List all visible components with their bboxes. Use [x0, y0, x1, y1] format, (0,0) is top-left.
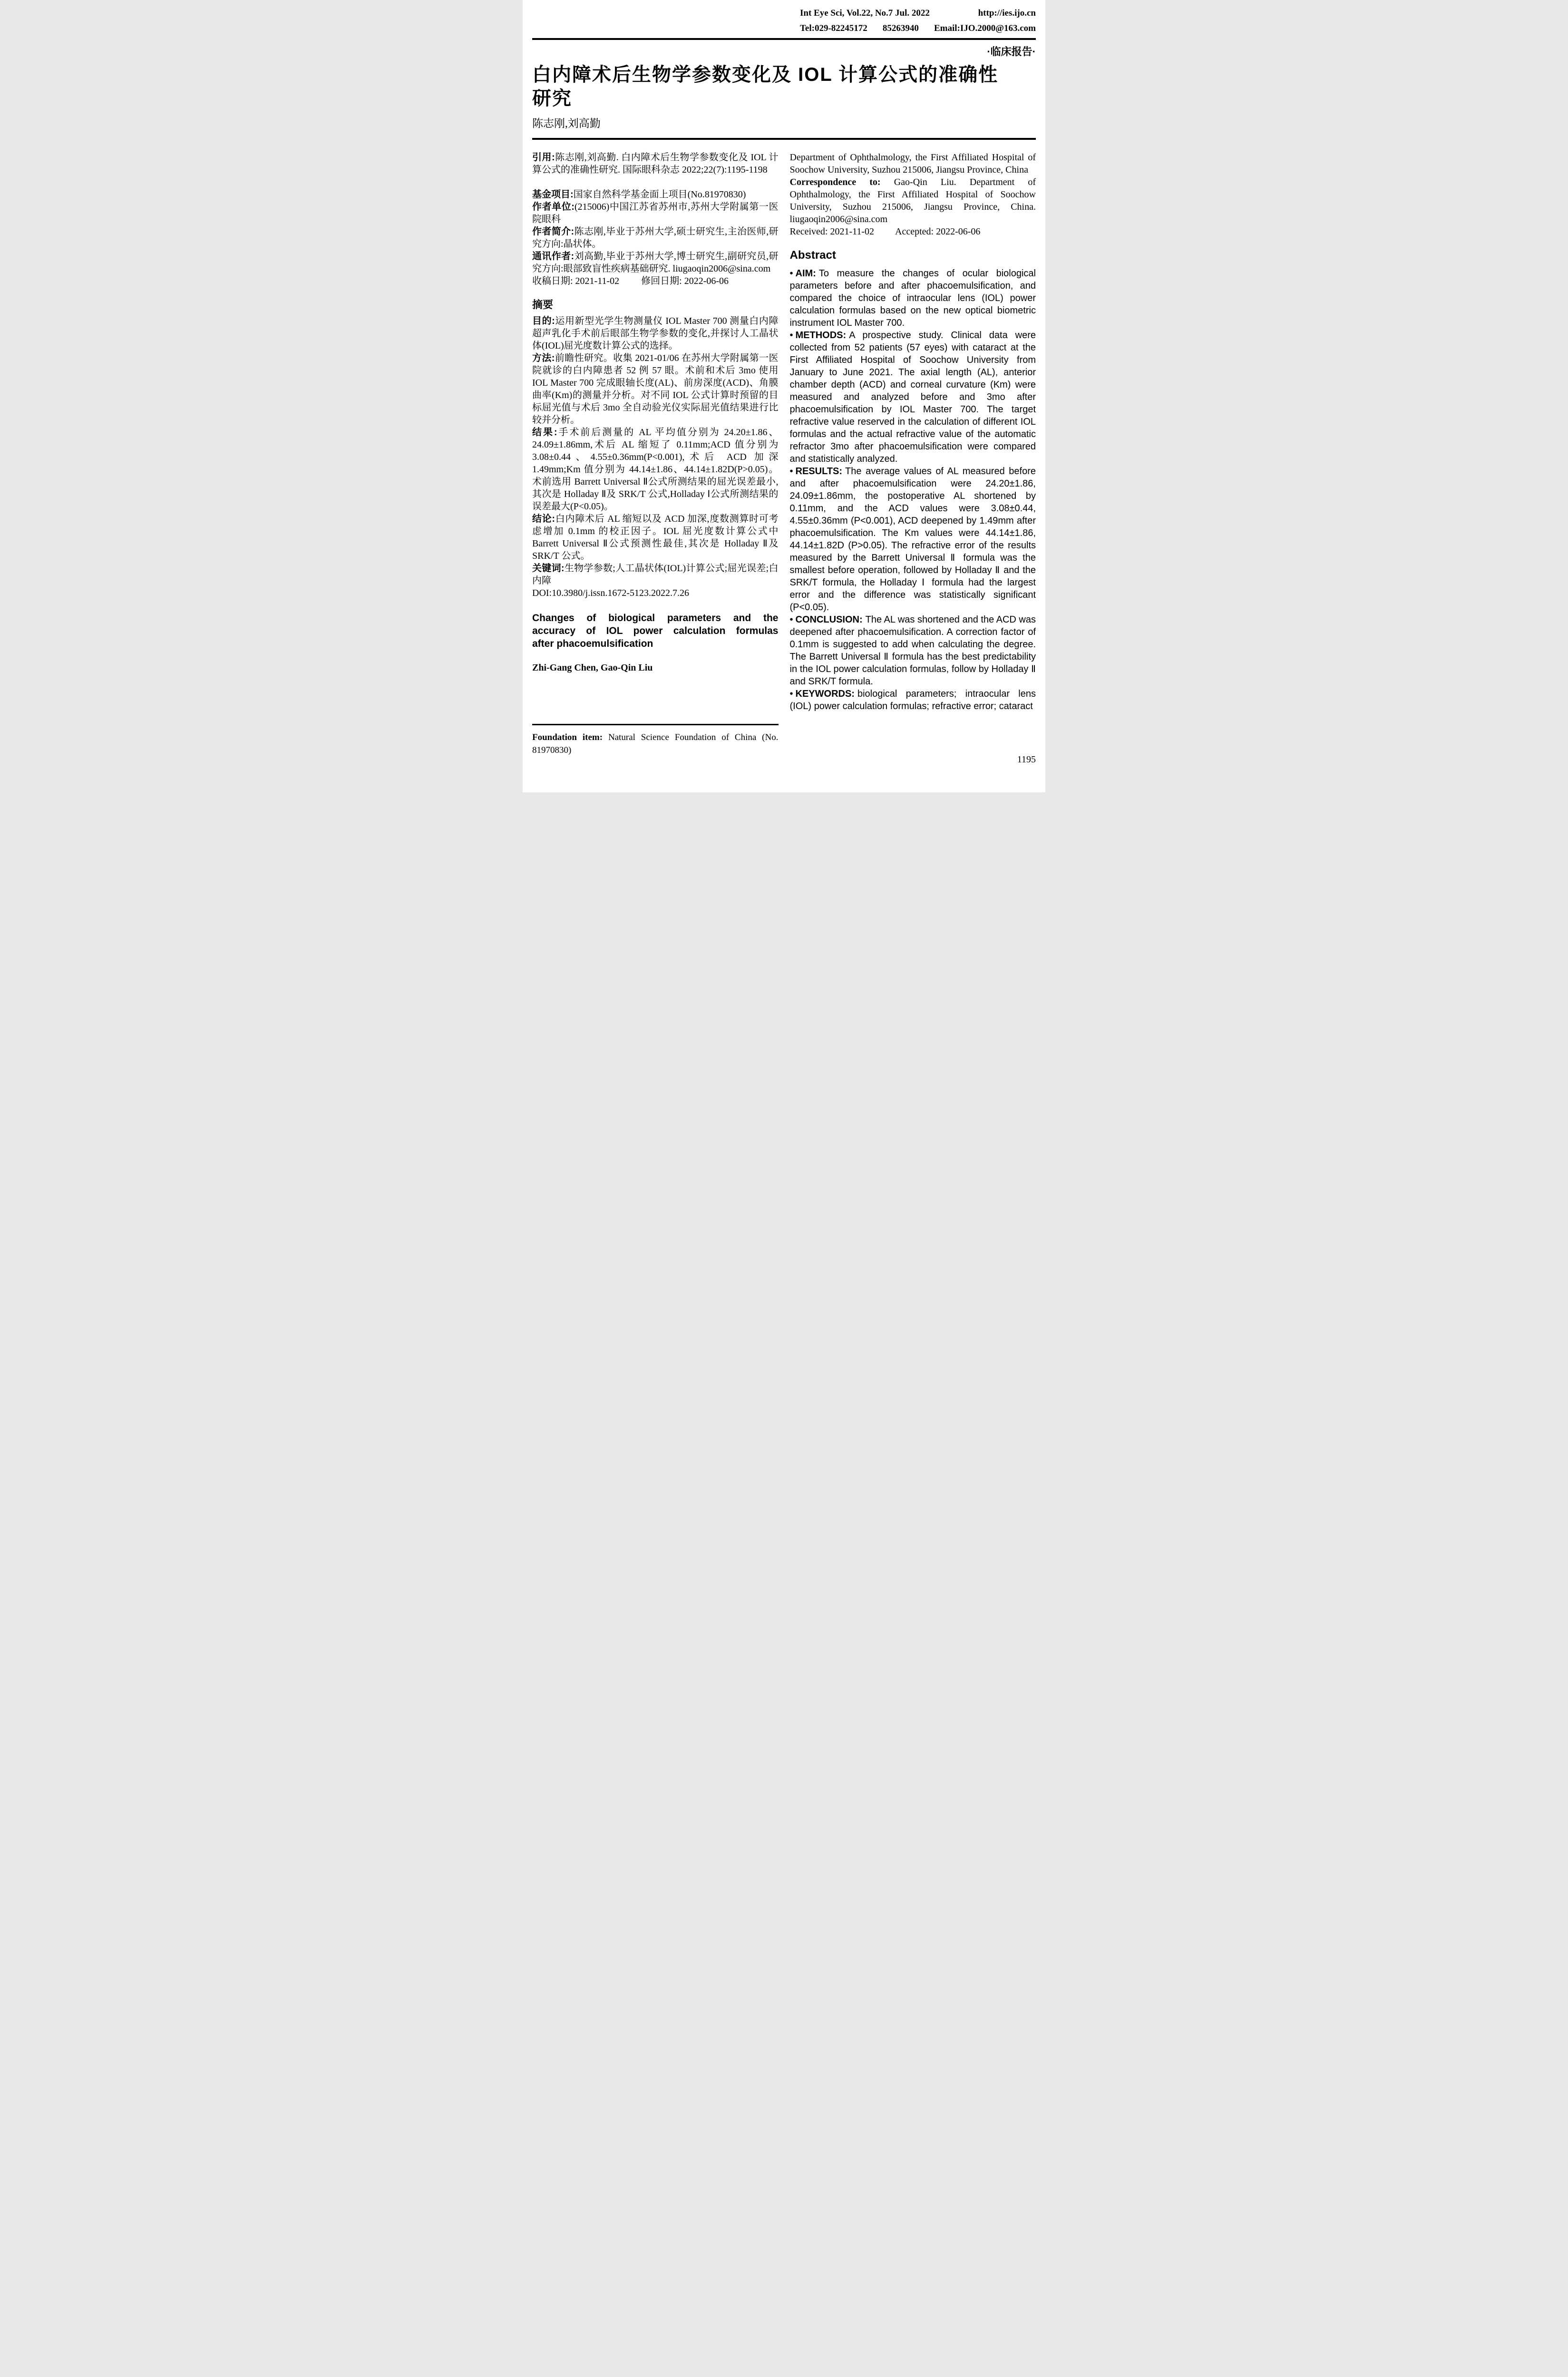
revised-date-cn: 修回日期: 2022-06-06 — [641, 276, 729, 286]
conclusion-cn-label: 结论: — [532, 514, 555, 524]
affiliation-cn-text: (215006)中国江苏省苏州市,苏州大学附属第一医院眼科 — [532, 202, 779, 224]
corresponding-author-cn-label: 通讯作者: — [532, 251, 575, 262]
keywords-cn-text: 生物学参数;人工晶状体(IOL)计算公式;屈光误差;白内障 — [532, 563, 779, 586]
methods-cn-paragraph — [532, 352, 779, 426]
aim-cn-text: 运用新型光学生物测量仪 IOL Master 700 测量白内障超声乳化手术前后眼部生物学参数的变化,并探讨人工晶状体(IOL)屈光度数计算公式的选择。 — [532, 316, 779, 351]
results-cn-label: 结果: — [532, 427, 557, 438]
authors-en: Zhi-Gang Chen, Gao-Qin Liu — [532, 662, 653, 673]
results-cn-text: 手术前后测量的 AL 平均值分别为 24.20±1.86、24.09±1.86mm,术后 AL 缩短了 0.11mm;ACD 值分别为 3.08±0.44、4.55±0.36mm(P<0.001),术后 ACD 加深 1.49mm;Km 值分别为 44.14±1.86、44.14±1.82D(P>0.05)。术前选用 Barrett Universal Ⅱ公式所测结果的屈光误差最小,其次是 Holladay Ⅱ及 SRK/T 公式,Holladay Ⅰ公式所测结果的误差最大(P<0.05)。 — [532, 427, 779, 512]
bullet-icon: • — [789, 466, 793, 477]
bullet-icon: • — [789, 614, 793, 625]
bullet-icon: • — [789, 330, 793, 341]
bullet-icon: • — [789, 689, 793, 699]
journal-header-line1 — [800, 8, 1036, 19]
corresponding-author-cn-paragraph — [532, 250, 779, 275]
bullet-icon: • — [789, 268, 793, 279]
methods-en-text: A prospective study. Clinical data were collected from 52 patients (57 eyes) with cataract at the First Affiliated Hospital of Soochow University from January to June 2021. The axial length (AL), anterior chamber depth (ACD) and corneal curvature (Km) were measured and analyzed before and 3mo after phacoemulsification by IOL Master 700. The target refractive value reserved in the calculation of different IOL formulas and the actual refractive value of the automatic refractor 3mo after phacoemulsification were compared and statistically analyzed. — [789, 330, 1036, 464]
article-title-cn-line1: 白内障术后生物学参数变化及 IOL 计算公式的准确性 — [532, 64, 999, 85]
results-en-paragraph — [790, 465, 1036, 614]
correspondence-label: Correspondence to: — [789, 177, 881, 187]
foundation-cn-label: 基金项目: — [532, 189, 574, 200]
methods-cn-label: 方法: — [532, 353, 555, 363]
abstract-cn-heading: 摘要 — [532, 299, 554, 311]
authors-cn: 陈志刚,刘高勤 — [532, 117, 601, 129]
dates-cn-line — [532, 275, 779, 287]
spacer — [532, 176, 779, 188]
conclusion-en-label: CONCLUSION: — [795, 614, 863, 625]
aim-en-label: AIM: — [795, 268, 816, 279]
citation-label: 引用: — [532, 152, 555, 163]
article-title-cn — [532, 63, 1036, 110]
foundation-item-paragraph — [532, 731, 779, 757]
journal-email: Email:IJO.2000@163.com — [934, 23, 1036, 33]
methods-cn-text: 前瞻性研究。收集 2021-01/06 在苏州大学附属第一医院就诊的白内障患者 52 例 57 眼。术前和术后 3mo 使用 IOL Master 700 完成眼轴长度(AL)、前房深度(ACD)、角膜曲率(Km)的测量并分析。对不同 IOL 公式计算时预留的目标屈光值与术后 3mo 全自动验光仪实际屈光值结果进行比较并分析。 — [532, 353, 779, 425]
affiliation-cn-label: 作者单位: — [532, 202, 575, 212]
keywords-en-text: biological parameters; intraocular lens (IOL) power calculation formulas; refractive error; cataract — [789, 689, 1036, 711]
received-date-en: Received: 2021-11-02 — [789, 226, 875, 237]
conclusion-en-text: The AL was shortened and the ACD was deepened after phacoemulsification. A correction factor of 0.1mm is suggested to add when calculating the degree. The Barrett Universal Ⅱ formula has the best predictability in the IOL power calculation formulas, follow by Holladay Ⅱ and SRK/T formula. — [789, 614, 1036, 687]
methods-en-label: METHODS: — [795, 330, 847, 341]
author-bio-label: 作者简介: — [532, 226, 575, 237]
results-en-text: The average values of AL measured before and after phacoemulsification were 24.20±1.86, 24.09±1.86mm, the postoperative AL shortened by 0.11mm, and the ACD values were 3.08±0.44, 4.55±0.36mm (P<0.001), ACD deepened by 1.49mm after phacoemulsification. The Km values were 44.14±1.86, 44.14±1.82D (P>0.05). The refractive error of the results measured by the Barrett Universal Ⅱ formula was the smallest before operation, followed by Holladay Ⅱ and the SRK/T formula, the Holladay Ⅰ formula had the largest error and the difference was statistically significant (P<0.05). — [789, 466, 1036, 613]
dates-en-line — [790, 225, 1036, 238]
title-divider-rule — [532, 138, 1036, 140]
results-cn-paragraph — [532, 426, 779, 513]
article-title-en-line3: after phacoemulsification — [532, 638, 653, 649]
journal-website: http://ies.ijo.cn — [978, 8, 1036, 18]
keywords-en-label: KEYWORDS: — [795, 689, 855, 699]
affiliation-cn-paragraph — [532, 201, 779, 225]
results-en-label: RESULTS: — [795, 466, 843, 477]
footnote-rule — [532, 724, 779, 725]
right-column — [790, 151, 1036, 766]
foundation-cn-text: 国家自然科学基金面上项目(No.81970830) — [573, 189, 746, 200]
keywords-cn-paragraph — [532, 562, 779, 587]
affiliation-en-paragraph: Department of Ophthalmology, the First Affiliated Hospital of Soochow University, Suzhou 215006, Jiangsu Province, China — [789, 152, 1036, 175]
citation-text: 陈志刚,刘高勤. 白内障术后生物学参数变化及 IOL 计算公式的准确性研究. 国际眼科杂志 2022;22(7):1195-1198 — [532, 152, 779, 175]
keywords-cn-label: 关键词: — [532, 563, 565, 574]
article-title-en — [532, 612, 779, 650]
foundation-item-label: Foundation item: — [532, 732, 603, 742]
author-bio-text: 陈志刚,毕业于苏州大学,硕士研究生,主治医师,研究方向:晶状体。 — [532, 226, 779, 249]
journal-page — [523, 0, 1045, 792]
author-bio-paragraph — [532, 225, 779, 250]
aim-cn-paragraph — [532, 315, 779, 352]
journal-header — [800, 8, 1036, 34]
conclusion-cn-text: 白内障术后 AL 缩短以及 ACD 加深,度数测算时可考虑增加 0.1mm 的校正因子。IOL 屈光度数计算公式中 Barrett Universal Ⅱ公式预测性最佳,其次是 Holladay Ⅱ及 SRK/T 公式。 — [532, 514, 779, 561]
citation-paragraph — [532, 151, 779, 176]
left-column — [532, 151, 779, 766]
doi-line: DOI:10.3980/j.issn.1672-5123.2022.7.26 — [532, 588, 689, 598]
aim-en-paragraph — [790, 267, 1036, 329]
corresponding-author-cn-text: 刘高勤,毕业于苏州大学,博士研究生,副研究员,研究方向:眼部致盲性疾病基础研究. liugaoqin2006@sina.com — [532, 251, 779, 274]
foundation-item-text: Natural Science Foundation of China (No. 81970830) — [532, 732, 779, 755]
accepted-date-en: Accepted: 2022-06-06 — [895, 226, 981, 237]
correspondence-text: Gao-Qin Liu. Department of Ophthalmology, the First Affiliated Hospital of Soochow University, Suzhou 215006, Jiangsu Province, China. liugaoqin2006@sina.com — [789, 177, 1036, 224]
methods-en-paragraph — [790, 329, 1036, 465]
foundation-cn-paragraph — [532, 188, 779, 201]
aim-en-text: To measure the changes of ocular biological parameters before and after phacoemulsification, and compared the choice of intraocular lens (IOL) power calculation formulas based on the new optical biometric instrument IOL Master 700. — [789, 268, 1036, 328]
article-title-en-line2: accuracy of IOL power calculation formulas — [532, 625, 779, 636]
correspondence-paragraph — [790, 176, 1036, 225]
article-body — [532, 151, 1036, 766]
footnote-block — [532, 724, 779, 766]
conclusion-cn-paragraph — [532, 513, 779, 562]
keywords-en-paragraph — [790, 688, 1036, 712]
journal-tel: Tel:029-82245172 — [800, 23, 867, 33]
page-number: 1195 — [1017, 754, 1036, 765]
received-date-cn: 收稿日期: 2021-11-02 — [532, 276, 620, 286]
journal-issue-info: Int Eye Sci, Vol.22, No.7 Jul. 2022 — [800, 8, 930, 18]
journal-header-line2 — [800, 23, 1036, 34]
conclusion-en-paragraph — [790, 614, 1036, 688]
journal-tel2: 85263940 — [882, 23, 919, 33]
article-title-cn-line2: 研究 — [532, 88, 572, 109]
aim-cn-label: 目的: — [532, 316, 555, 326]
abstract-en-heading: Abstract — [789, 249, 836, 262]
article-title-en-line1: Changes of biological parameters and the — [532, 613, 779, 623]
header-divider-rule — [532, 38, 1036, 40]
article-category-tag: ·临床报告· — [987, 46, 1036, 58]
